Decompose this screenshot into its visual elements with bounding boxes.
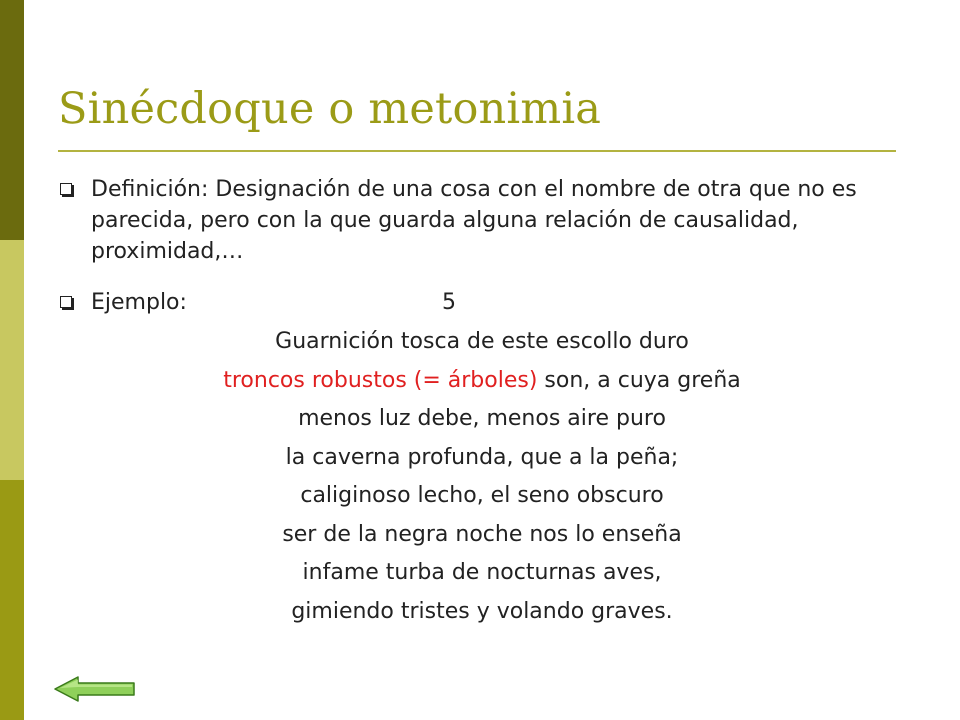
poem-line: la caverna profunda, que a la peña; bbox=[285, 444, 679, 470]
definition-bullet bbox=[60, 174, 896, 274]
square-bullet-icon bbox=[60, 296, 72, 308]
side-bar-segment-dark bbox=[0, 0, 24, 240]
poem-highlight: troncos robustos (= árboles) bbox=[223, 367, 538, 393]
poem-line: menos luz debe, menos aire puro bbox=[298, 406, 666, 431]
example-bullet bbox=[60, 287, 560, 319]
example-label: Ejemplo: bbox=[91, 290, 187, 315]
back-button[interactable] bbox=[54, 676, 136, 702]
definition-text: Definición: Designación de una cosa con el nombre de otra que no es parecida, pero con la que guarda alguna relación de causalidad, proximidad,… bbox=[91, 177, 857, 264]
poem-line: caliginoso lecho, el seno obscuro bbox=[300, 483, 664, 508]
poem-line: infame turba de nocturnas aves, bbox=[302, 560, 662, 585]
poem-line: ser de la negra noche nos lo enseña bbox=[282, 521, 682, 547]
poem-line: gimiendo tristes y volando graves. bbox=[291, 598, 673, 624]
title-underline bbox=[58, 150, 896, 152]
side-bar-segment-light bbox=[0, 240, 24, 480]
poem bbox=[60, 323, 904, 631]
poem-line: troncos robustos (= árboles) son, a cuya greña bbox=[223, 367, 741, 393]
poem-line: Guarnición tosca de este escollo duro bbox=[275, 329, 689, 354]
example-number: 5 bbox=[442, 290, 456, 315]
side-bar-segment-mid bbox=[0, 480, 24, 720]
side-decoration-bar bbox=[0, 0, 24, 720]
slide-title: Sinécdoque o metonimia bbox=[58, 84, 602, 134]
left-arrow-icon bbox=[54, 676, 136, 702]
square-bullet-icon bbox=[60, 183, 72, 195]
